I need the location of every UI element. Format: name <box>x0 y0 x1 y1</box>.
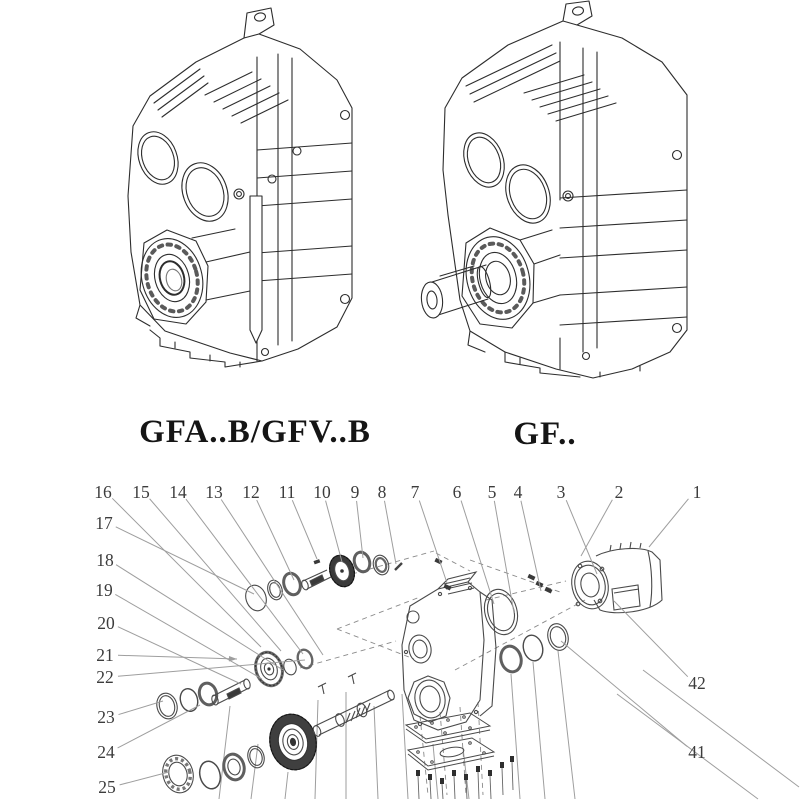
callout-number-18: 18 <box>96 550 114 570</box>
callout-number-12: 12 <box>242 482 260 502</box>
callout-number-9: 9 <box>350 482 360 502</box>
leader-line-17 <box>116 527 254 594</box>
callout-number-20: 20 <box>97 613 115 633</box>
leader-line-16 <box>112 498 261 647</box>
part-bearing <box>221 752 247 782</box>
drawing-gfab-gfvb <box>95 0 405 400</box>
leader-line-12 <box>257 500 294 580</box>
leader-line-25 <box>120 772 169 785</box>
leader-line-9 <box>357 501 363 558</box>
leader-line-8 <box>384 501 396 564</box>
leader-line-6 <box>461 501 494 604</box>
part-cap <box>242 583 269 614</box>
leader-line-13 <box>221 499 323 655</box>
callout-number-3: 3 <box>556 482 566 502</box>
callout-number-14: 14 <box>169 482 187 502</box>
hollow-shaft-bearing <box>133 232 212 325</box>
callout-number-24: 24 <box>97 742 115 762</box>
leader-line-7 <box>419 500 447 583</box>
eye-tab <box>563 1 592 25</box>
callout-number-13: 13 <box>205 482 223 502</box>
exploded-view <box>80 470 800 800</box>
callout-number-21: 21 <box>96 645 114 665</box>
callout-number-19: 19 <box>95 580 113 600</box>
leader-line-18 <box>116 565 283 670</box>
callout-number-2: 2 <box>614 482 624 502</box>
motor-terminal-box <box>612 585 640 610</box>
leader-line-11 <box>292 500 317 559</box>
callout-number-22: 22 <box>96 667 114 687</box>
leader-line-42 <box>614 601 688 677</box>
input-shaft-cluster <box>242 550 402 613</box>
leader-line-5 <box>494 501 514 613</box>
leader-line-23 <box>119 701 163 715</box>
leader-arrowhead <box>229 656 237 662</box>
output-bearing-flange <box>457 229 539 326</box>
part-output-gear <box>265 710 322 774</box>
part-bearing <box>197 681 219 707</box>
leader-line-1 <box>649 499 688 547</box>
callout-number-42: 42 <box>688 673 706 693</box>
callout-leader-lines <box>112 498 688 785</box>
callout-number-17: 17 <box>95 513 113 533</box>
caption-gfab-gfvb: GFA..B/GFV..B <box>139 414 371 450</box>
callout-number-7: 7 <box>410 482 420 502</box>
caption-gf: GF.. <box>513 416 577 452</box>
callout-number-10: 10 <box>313 482 331 502</box>
part-output-shaft <box>312 689 396 737</box>
callout-number-41: 41 <box>688 742 706 762</box>
callout-number-5: 5 <box>487 482 497 502</box>
part-ball-bearing <box>159 752 198 796</box>
motor-side-cluster <box>434 542 662 674</box>
drawing-gf <box>400 0 735 400</box>
callout-number-25: 25 <box>98 777 116 797</box>
leader-line-10 <box>326 501 342 562</box>
gaskets-and-bolts <box>406 713 514 799</box>
callout-numbers <box>94 482 706 797</box>
part-gasket <box>408 738 494 766</box>
part-snap-ring <box>197 759 224 791</box>
part-bearing <box>498 644 524 674</box>
leader-line-19 <box>115 594 262 679</box>
callout-number-4: 4 <box>513 482 523 502</box>
callout-number-16: 16 <box>94 482 112 502</box>
part-snap-ring <box>178 687 200 714</box>
part-housing <box>402 572 496 730</box>
part-snap-ring <box>520 633 545 663</box>
callout-number-1: 1 <box>692 482 702 502</box>
callout-number-15: 15 <box>132 482 150 502</box>
callout-number-6: 6 <box>452 482 462 502</box>
callout-number-8: 8 <box>377 482 387 502</box>
callout-number-23: 23 <box>97 707 115 727</box>
housing-outline <box>128 34 352 361</box>
leader-line-21 <box>118 655 237 659</box>
callout-number-11: 11 <box>278 482 296 502</box>
